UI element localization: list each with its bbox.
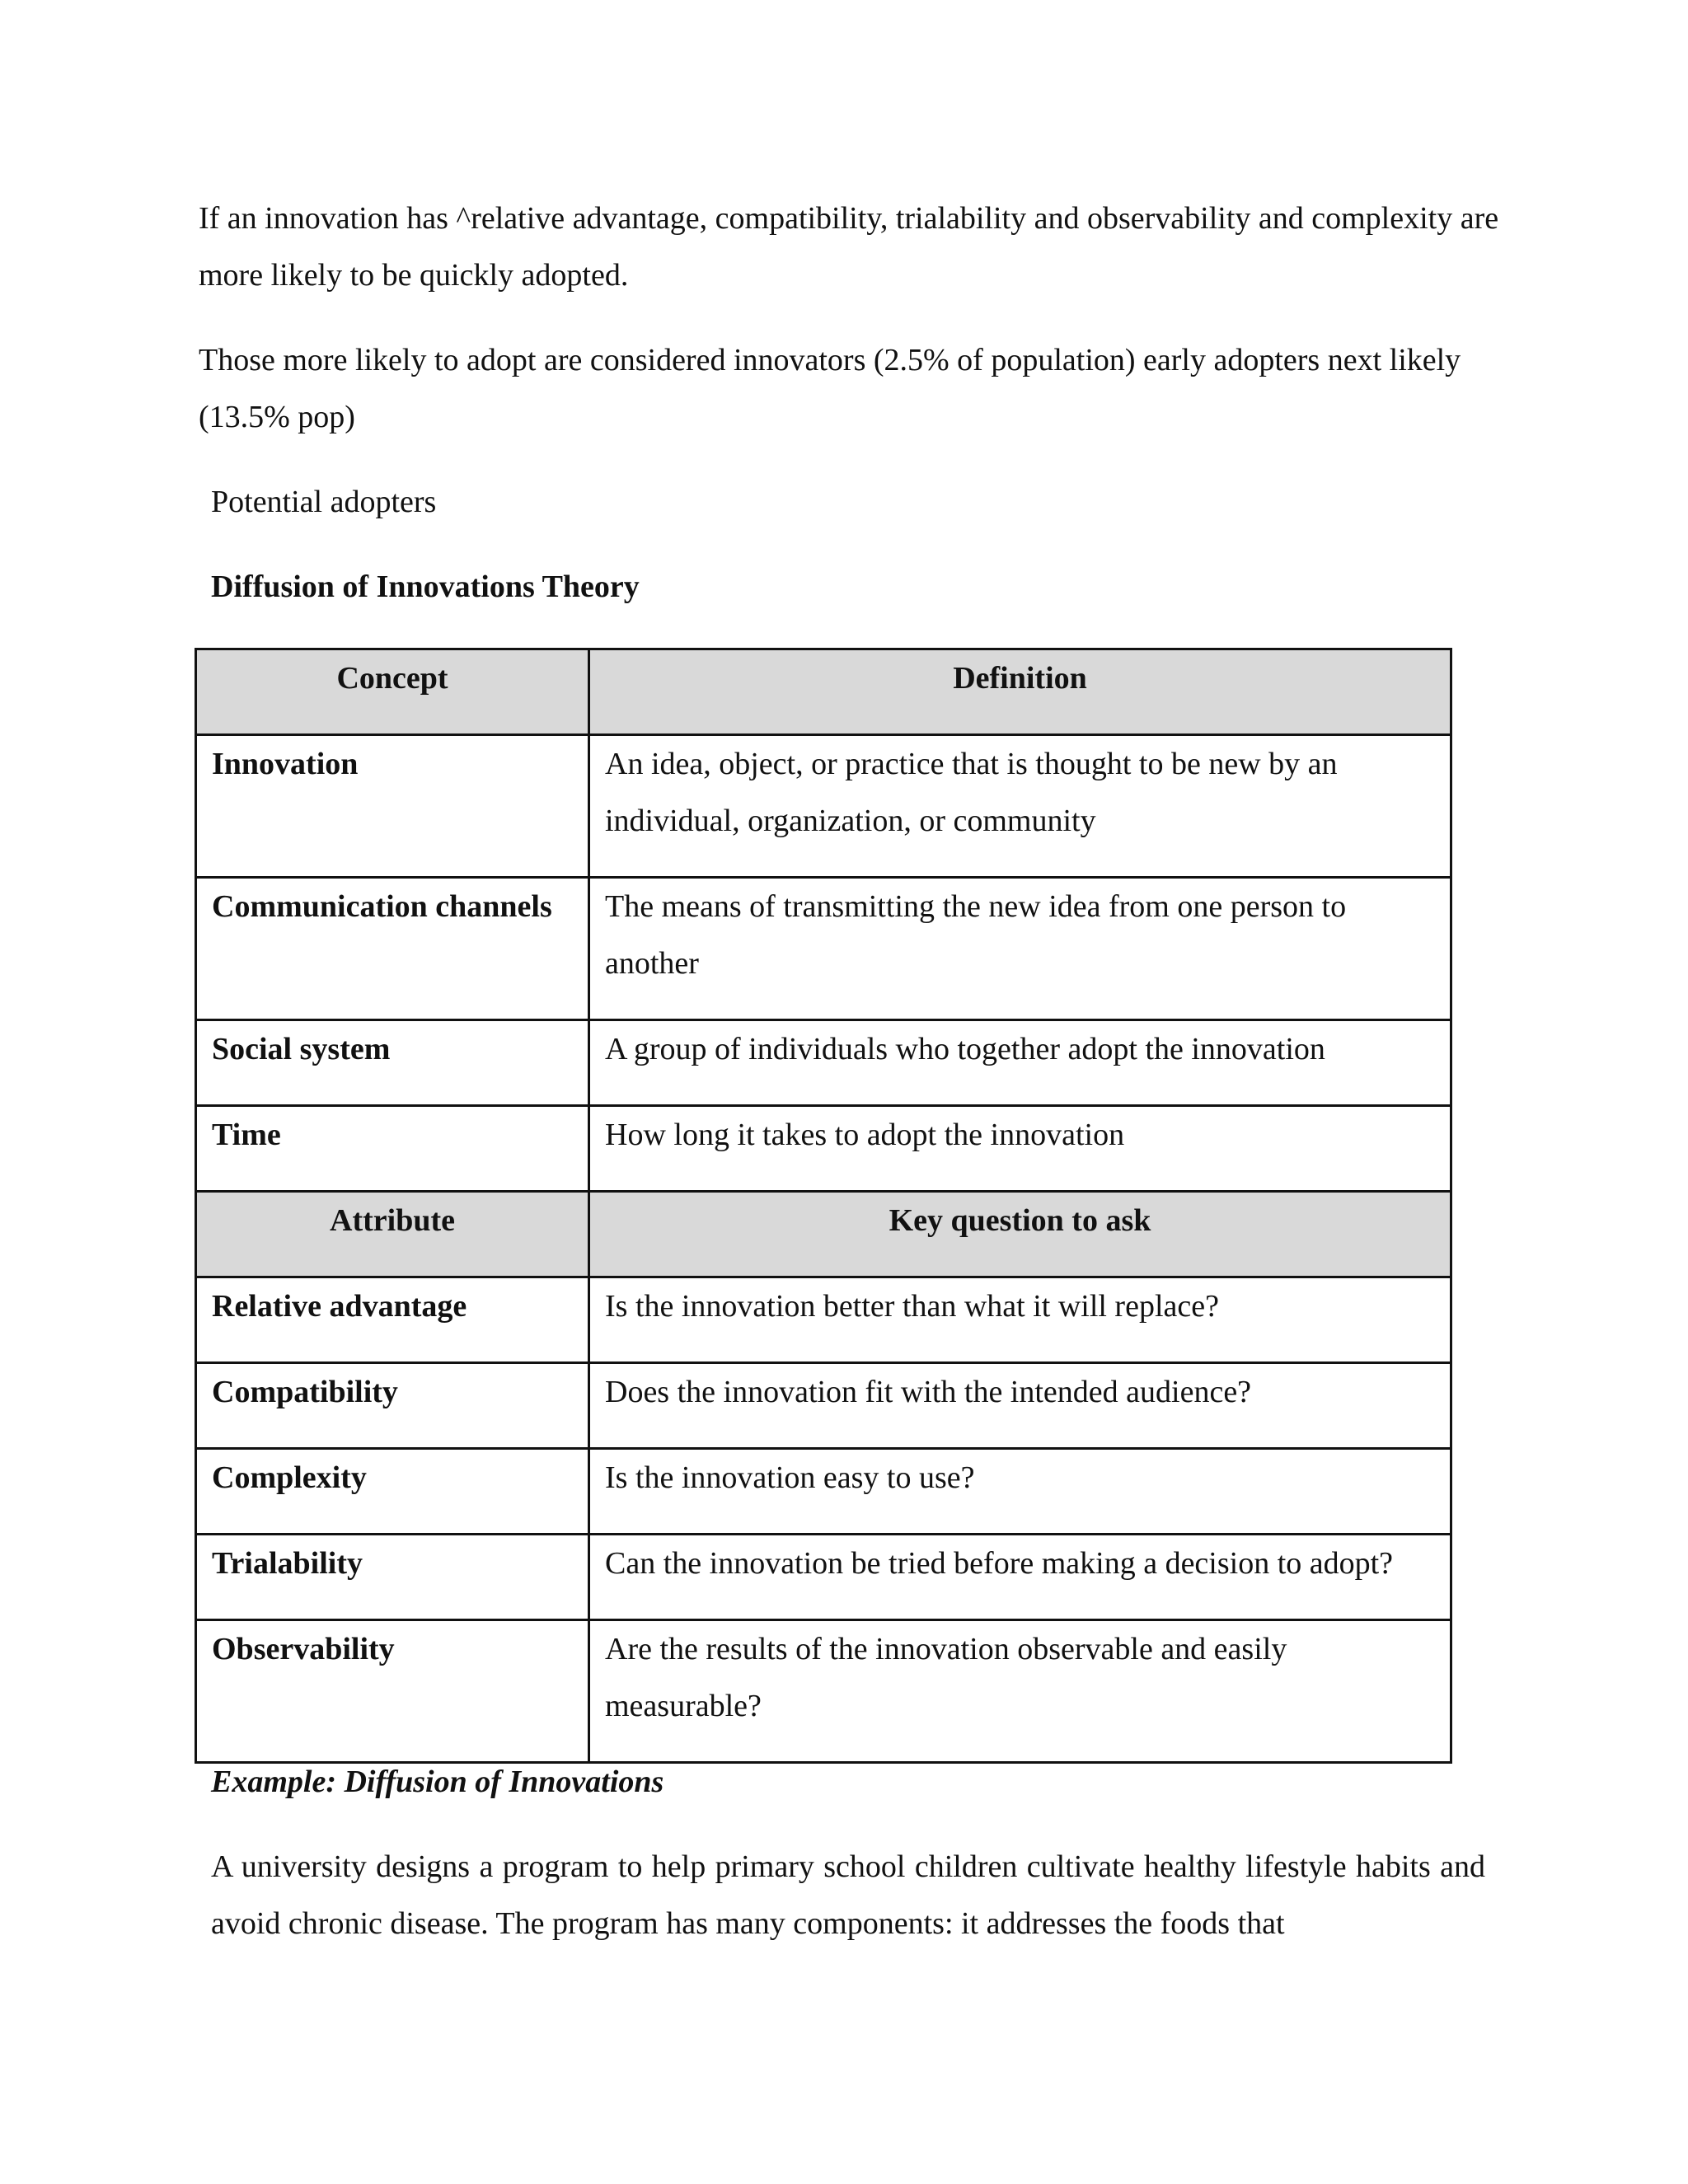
attribute-question: Does the innovation fit with the intended audience? — [589, 1363, 1451, 1449]
attribute-term: Trialability — [196, 1535, 589, 1620]
concept-definition: The means of transmitting the new idea from one person to another — [589, 878, 1451, 1020]
header-concept: Concept — [196, 649, 589, 735]
attribute-question: Can the innovation be tried before making a decision to adopt? — [589, 1535, 1451, 1620]
potential-adopters-text: Potential adopters — [211, 485, 437, 519]
table-row — [196, 1449, 1451, 1535]
concept-term: Innovation — [196, 735, 589, 878]
table-row — [196, 878, 1451, 1020]
attribute-question: Are the results of the innovation observable and easily measurable? — [589, 1620, 1451, 1763]
table-row — [196, 1106, 1451, 1192]
header-key-question: Key question to ask — [589, 1192, 1451, 1277]
example-paragraph: A university designs a program to help primary school children cultivate healthy lifestyle habits and avoid chronic disease. The program has many components: it addresses the foods that — [211, 1849, 1485, 1941]
header-definition: Definition — [589, 649, 1451, 735]
attribute-question: Is the innovation better than what it will replace? — [589, 1277, 1451, 1363]
table-row — [196, 735, 1451, 878]
table-row — [196, 1620, 1451, 1763]
table-row — [196, 1535, 1451, 1620]
attribute-term: Relative advantage — [196, 1277, 589, 1363]
concept-definition: A group of individuals who together adopt the innovation — [589, 1020, 1451, 1106]
concept-term: Social system — [196, 1020, 589, 1106]
theory-heading: Diffusion of Innovations Theory — [211, 569, 640, 604]
concept-term: Time — [196, 1106, 589, 1192]
attribute-question: Is the innovation easy to use? — [589, 1449, 1451, 1535]
concept-term: Communication channels — [196, 878, 589, 1020]
concept-definition: An idea, object, or practice that is thought to be new by an individual, organization, or community — [589, 735, 1451, 878]
diffusion-theory-table — [195, 648, 1452, 1764]
table-row — [196, 1363, 1451, 1449]
concept-definition: How long it takes to adopt the innovation — [589, 1106, 1451, 1192]
table-header-row — [196, 1192, 1451, 1277]
table-row — [196, 1020, 1451, 1106]
intro-paragraph: If an innovation has ^relative advantage, compatibility, trialability and observability and complexity are more likely to be quickly adopted. — [199, 201, 1499, 293]
attribute-term: Observability — [196, 1620, 589, 1763]
example-heading: Example: Diffusion of Innovations — [211, 1765, 664, 1799]
header-attribute: Attribute — [196, 1192, 589, 1277]
attribute-term: Compatibility — [196, 1363, 589, 1449]
adopters-paragraph: Those more likely to adopt are considered innovators (2.5% of population) early adopters next likely (13.5% pop) — [199, 343, 1461, 434]
table-header-row — [196, 649, 1451, 735]
attribute-term: Complexity — [196, 1449, 589, 1535]
table-row — [196, 1277, 1451, 1363]
